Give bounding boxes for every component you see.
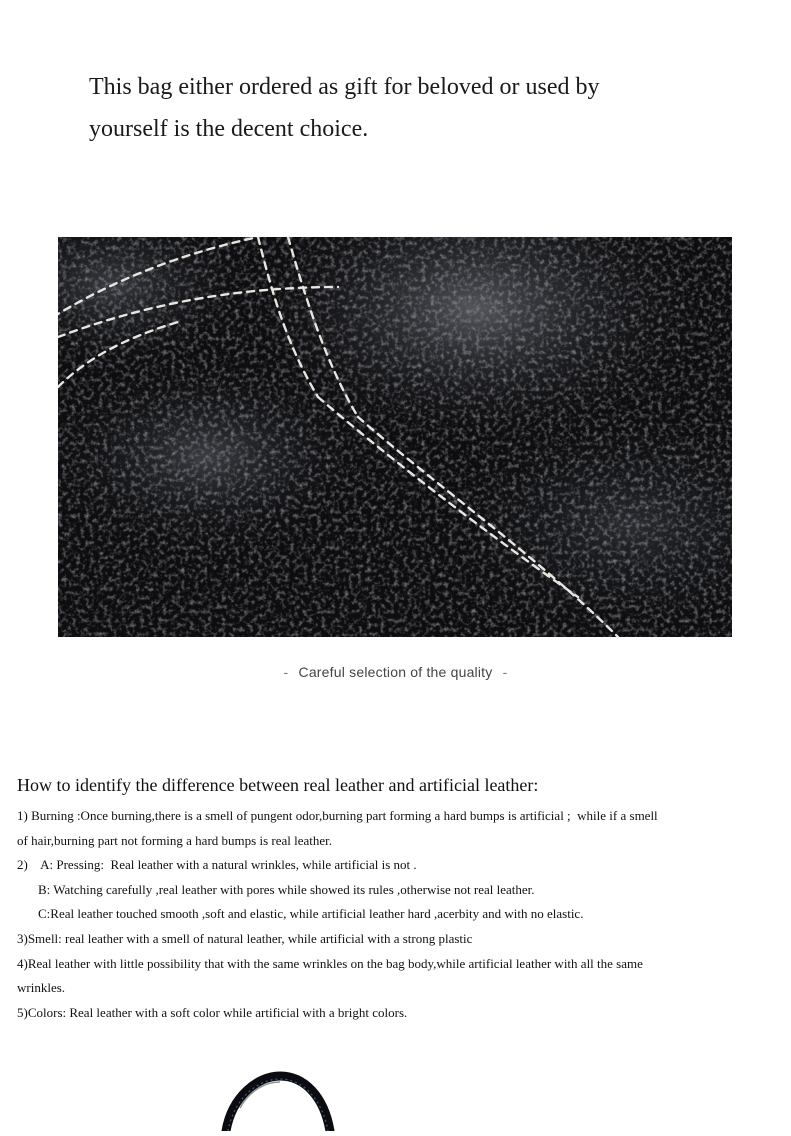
caption-dash-right: - xyxy=(502,664,508,680)
leather-closeup-image xyxy=(58,237,732,637)
identify-line: B: Watching carefully ,real leather with pores while showed its rules ,otherwise not real leather. xyxy=(38,881,535,897)
identify-line: 1) Burning :Once burning,there is a smell of pungent odor,burning part forming a hard bumps is artificial ; while if a smell xyxy=(17,808,658,823)
identify-line: 5)Colors: Real leather with a soft color while artificial with a bright colors. xyxy=(17,1004,408,1020)
identify-line: wrinkles. xyxy=(17,980,66,996)
identify-line: 3)Smell: real leather with a smell of natural leather, while artificial with a strong plastic xyxy=(17,930,473,946)
identify-heading: How to identify the difference between real leather and artificial leather: xyxy=(17,775,539,795)
intro-line-1: This bag either ordered as gift for beloved or used by xyxy=(89,74,600,100)
photo-caption xyxy=(0,664,791,680)
leather-texture-graphic xyxy=(58,237,732,637)
identify-line: 2) A: Pressing: Real leather with a natural wrinkles, while artificial is not . xyxy=(17,857,417,873)
identify-line: 4)Real leather with little possibility that with the same wrinkles on the bag body,while artificial leather with all the same xyxy=(17,955,643,971)
bag-handle-image xyxy=(218,1068,338,1131)
caption-text: Careful selection of the quality xyxy=(298,664,493,680)
caption-dash-left: - xyxy=(283,664,289,680)
intro-line-2: yourself is the decent choice. xyxy=(89,116,369,142)
bag-handle-graphic xyxy=(218,1068,338,1131)
intro-text xyxy=(89,66,729,150)
identify-line: C:Real leather touched smooth ,soft and elastic, while artificial leather hard ,acerbity and with no elastic. xyxy=(38,906,584,922)
identify-line: of hair,burning part not forming a hard bumps is real leather. xyxy=(17,832,333,848)
identify-section xyxy=(17,772,747,1025)
